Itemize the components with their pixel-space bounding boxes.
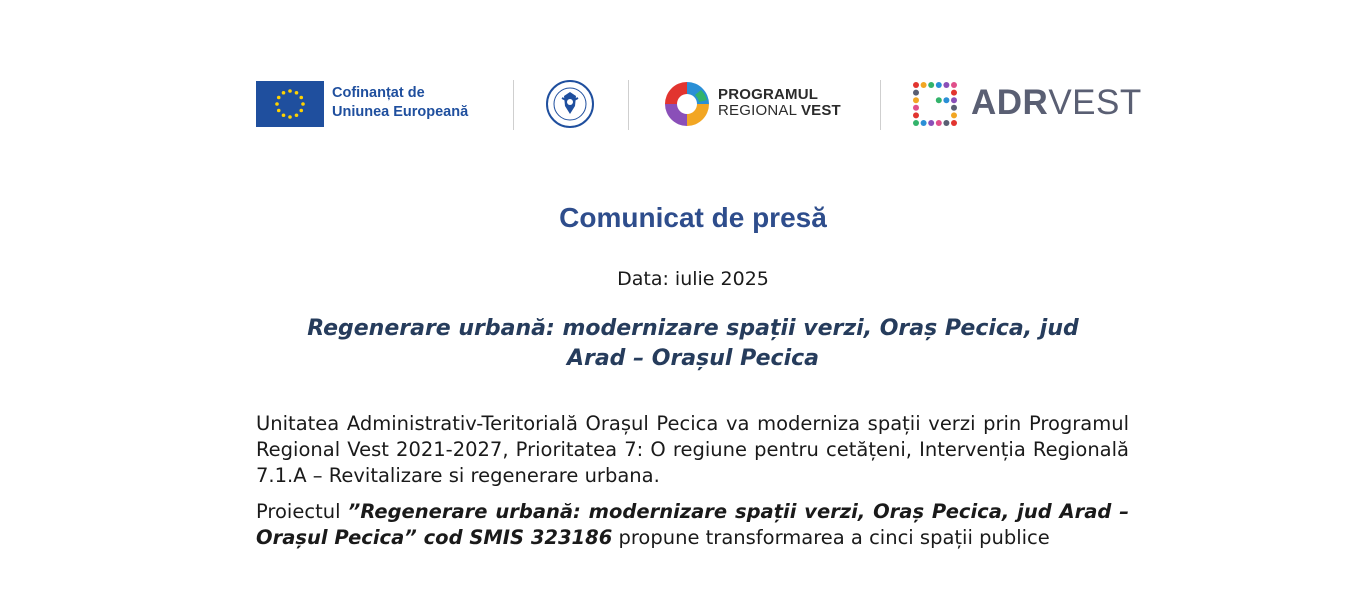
program-line1: PROGRAMUL <box>718 86 819 103</box>
eu-star-icon <box>299 96 303 100</box>
programul-regional-vest-label <box>718 87 841 119</box>
eu-star-icon <box>282 113 286 117</box>
eu-star-icon <box>277 96 281 100</box>
adr-vest-dots-logo <box>912 81 958 127</box>
adr-dot-icon <box>951 120 957 126</box>
adr-wordmark-bold: ADR <box>971 83 1049 122</box>
eu-star-icon <box>301 102 305 106</box>
adr-dot-icon <box>913 90 919 96</box>
program-line2-regular: REGIONAL <box>718 102 801 119</box>
release-date: Data: iulie 2025 <box>617 268 769 290</box>
eu-star-icon <box>295 113 299 117</box>
programul-regional-vest-ring-logo <box>663 80 711 128</box>
adr-dot-icon <box>921 120 927 126</box>
press-release-title: Comunicat de presă <box>559 202 827 233</box>
adr-dot-icon <box>921 82 927 88</box>
romanian-government-seal-logo <box>546 80 594 128</box>
logo-divider <box>513 80 514 130</box>
adr-vest-wordmark <box>971 83 1142 123</box>
eu-cofinancing-label <box>332 84 468 122</box>
adr-dot-icon <box>951 90 957 96</box>
eu-star-icon <box>295 91 299 95</box>
adr-wordmark-regular: VEST <box>1048 83 1142 122</box>
eu-label-line1: Cofinanțat de <box>332 85 425 101</box>
adr-dot-icon <box>913 97 919 103</box>
eu-star-icon <box>282 91 286 95</box>
adr-dot-icon <box>936 120 942 126</box>
adr-dot-icon <box>913 105 919 111</box>
logo-divider <box>880 80 881 130</box>
adr-dot-icon <box>943 120 949 126</box>
eu-flag-logo <box>256 81 324 127</box>
project-name-emphasis: ”Regenerare urbană: modernizare spații verzi, Oraș Pecica, jud Arad – Orașul Pecica” cod SMIS 323186 <box>256 500 1129 549</box>
adr-dot-icon <box>936 97 942 103</box>
adr-dot-icon <box>913 120 919 126</box>
adr-dot-icon <box>951 112 957 118</box>
paragraph-project <box>256 499 1129 551</box>
adr-dot-icon <box>928 82 934 88</box>
program-line2-bold: VEST <box>800 102 841 119</box>
adr-dot-icon <box>928 120 934 126</box>
adr-dot-icon <box>913 82 919 88</box>
adr-dot-icon <box>913 112 919 118</box>
eu-star-icon <box>277 109 281 113</box>
paragraph-project-end: propune transformarea a cinci spații publice <box>612 526 1050 549</box>
paragraph-project-start: Proiectul <box>256 500 348 523</box>
logo-bar <box>256 78 1142 130</box>
paragraph-intro: Unitatea Administrativ-Teritorială Orașul Pecica va moderniza spații verzi prin Programul Regional Vest 2021-2027, Prioritatea 7: O regiune pentru cetățeni, Intervenția Regională 7.1.A – Revitalizare si regenerare urbana. <box>256 412 1129 487</box>
adr-dot-icon <box>936 82 942 88</box>
adr-dot-icon <box>951 105 957 111</box>
adr-dot-icon <box>943 82 949 88</box>
eu-star-icon <box>275 102 279 106</box>
adr-dot-icon <box>943 97 949 103</box>
eu-star-icon <box>288 115 292 119</box>
adr-dot-icon <box>951 97 957 103</box>
eu-label-line2: Uniunea Europeană <box>332 104 469 120</box>
eu-star-icon <box>299 109 303 113</box>
logo-divider <box>628 80 629 130</box>
project-subtitle: Regenerare urbană: modernizare spații verzi, Oraș Pecica, jud Arad – Orașul Pecica <box>307 316 1079 371</box>
eu-star-icon <box>288 89 292 93</box>
adr-dot-icon <box>951 82 957 88</box>
